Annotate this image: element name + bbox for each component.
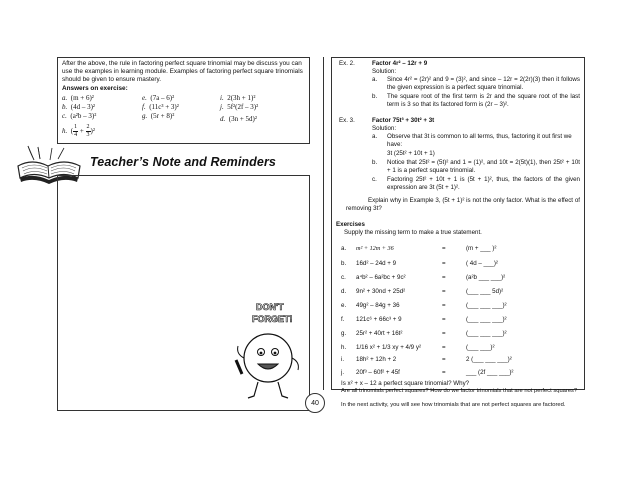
answer-item: a. (m + 6)² [62, 93, 94, 102]
ex2-a-text: Since 4r² = (2r)² and 9 = (3)², and since – 12r = 2(2r)(3) then it follows the given expression is a perfect square trinomial. [387, 76, 580, 91]
teachers-note-title: Teacher’s Note and Reminders [90, 155, 276, 169]
closing-text-3: In the next activity, you will see how trinomials that are not perfect squares are factored. [341, 402, 566, 408]
explain-question: Explain why in Example 3, (5t + 1)² is not the only factor. What is the effect of removing 3t? [346, 197, 580, 212]
ex2-solution-label: Solution: [372, 68, 397, 75]
answer-item: f. (11c³ + 3)² [142, 103, 179, 112]
ex2-b-letter: b. [372, 93, 378, 100]
closing-question-1: Is x² + x – 12 a perfect square trinomial? Why? [341, 380, 470, 387]
ex3-c-text: Factoring 25t² + 10t + 1 is (5t + 1)², thus, the factors of the given expression are 3t (5t + 1)². [387, 176, 580, 191]
ex2-factor: Factor 4r² – 12r + 9 [372, 60, 428, 67]
ex3-a-letter: a. [372, 133, 378, 140]
ex3-solution-label: Solution: [372, 125, 397, 132]
answer-item: g. (5r + 8)² [142, 112, 175, 121]
answer-item: b. (4d – 3)² [62, 103, 96, 112]
closing-question-2: Are all trinomials perfect squares? How do we factor trinomials that are not perfect squares? [341, 388, 578, 394]
intro-text: After the above, the rule in factoring perfect square trinomial may be discuss you can use the examples in learning module. Examples of factoring perfect square trinomials should be given to ensure mastery. [62, 60, 303, 84]
ex2-b-text: The square root of the first term is 2r and the square root of the last term is 3 so that its factored form is (2r – 3)². [387, 93, 580, 108]
ex3-label: Ex. 3. [339, 117, 355, 124]
exercises-title: Exercises [336, 221, 365, 228]
ex2-label: Ex. 2. [339, 60, 355, 67]
exercises-instruction: Supply the missing term to make a true statement. [344, 229, 482, 236]
ex3-b-letter: b. [372, 159, 378, 166]
answer-item: i. 2(3h + 1)² [220, 93, 256, 102]
ex3-c-letter: c. [372, 176, 377, 183]
dont-forget-word1: DON'T [256, 302, 284, 312]
dont-forget-mascot-icon [230, 300, 305, 405]
ex3-a-text: Observe that 3t is common to all terms, thus, factoring it out first we have: [387, 133, 572, 148]
answer-item: h. ( $\frac{1}{4}$ + $\frac{2}{3}$ )² [62, 124, 95, 139]
ex2-a-letter: a. [372, 76, 378, 83]
page-number: 40 [305, 393, 325, 413]
answer-item: j. 5f²(2f – 3)² [220, 103, 259, 112]
answers-box [57, 57, 310, 144]
answer-item: e. (7a – 6)² [142, 93, 175, 102]
column-divider [323, 57, 324, 390]
ex3-factor: Factor 75t³ + 30t² + 3t [372, 117, 435, 124]
answers-header: Answers on exercise: [62, 84, 128, 92]
ex3-b-text: Notice that 25t² = (5t)² and 1 = (1)², and 10t = 2(5t)(1), then 25t² + 10t + 1 is a perfect square trinomial. [387, 159, 580, 174]
dont-forget-word2: FORGET! [252, 314, 293, 324]
answers-grid [62, 94, 305, 140]
answer-item: d. (3n + 5d)² [220, 115, 257, 124]
ex3-a-expression: 3t (25t² + 10t + 1) [387, 150, 435, 157]
answer-item: c. (a²b – 3)² [62, 112, 97, 121]
